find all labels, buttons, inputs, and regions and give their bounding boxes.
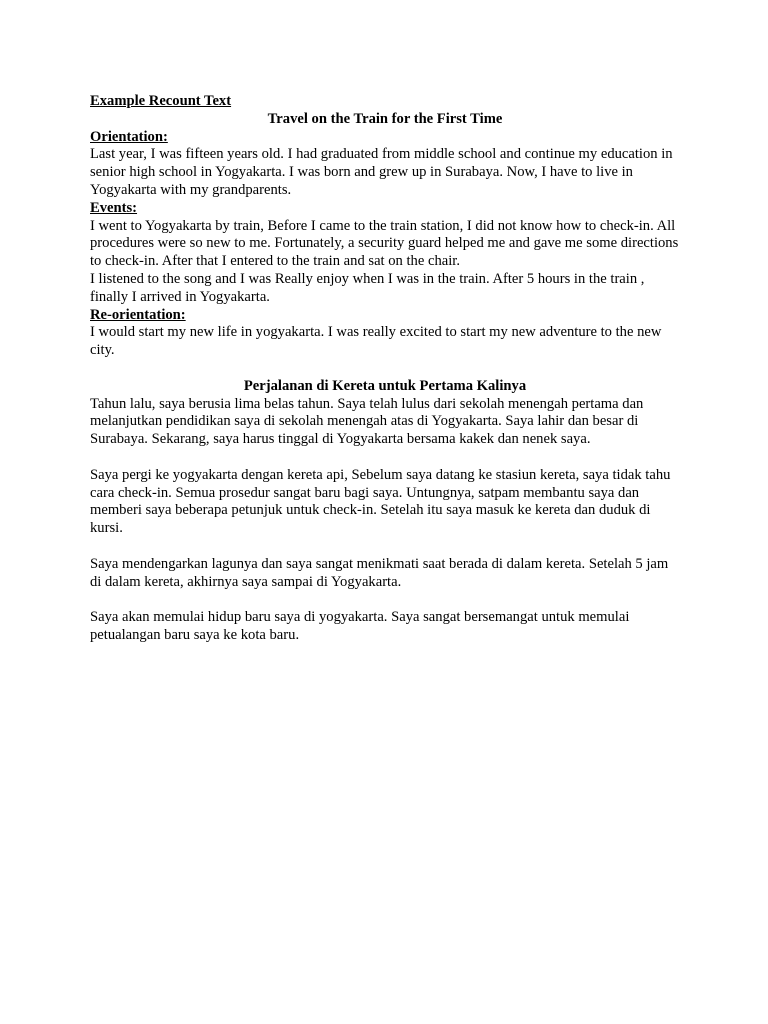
orientation-paragraph: Last year, I was fifteen years old. I had graduated from middle school and continue my education in senior high school in Yogyakarta. I was born and grew up in Surabaya. Now, I have to live in Yogyakarta with my grandparents.: [90, 146, 673, 198]
section-spacer: [90, 360, 680, 378]
reorientation-paragraph: I would start my new life in yogyakarta. I was really excited to start my new adventure to the new city.: [90, 324, 662, 359]
indonesian-paragraph-3: Saya mendengarkan lagunya dan saya sangat menikmati saat berada di dalam kereta. Setelah 5 jam di dalam kereta, akhirnya saya sampai di Yogyakarta.: [90, 555, 669, 590]
indonesian-paragraph-2: Saya pergi ke yogyakarta dengan kereta api, Sebelum saya datang ke stasiun kereta, saya tidak tahu cara check-in. Semua prosedur sangat baru bagi saya. Untungnya, satpam membantu saya dan memberi saya beberapa petunjuk untuk check-in. Setelah itu saya masuk ke kereta dan duduk di kursi.: [90, 466, 671, 537]
indonesian-title: Perjalanan di Kereta untuk Pertama Kalinya: [243, 377, 527, 394]
indonesian-paragraph-4: Saya akan memulai hidup baru saya di yogyakarta. Saya sangat bersemangat untuk memulai petualangan baru saya ke kota baru.: [90, 609, 630, 643]
paragraph-spacer: [90, 538, 680, 556]
paragraph-spacer: [90, 449, 680, 467]
document-body: [90, 93, 680, 645]
events-heading: Events:: [90, 199, 138, 216]
english-title: Travel on the Train for the First Time: [267, 110, 503, 127]
events-paragraph-2: I listened to the song and I was Really enjoy when I was in the train. After 5 hours in the train , finally I arrived in Yogyakarta.: [90, 270, 645, 305]
indonesian-paragraph-1: Tahun lalu, saya berusia lima belas tahun. Saya telah lulus dari sekolah menengah pertama dan melanjutkan pendidikan saya di sekolah menengah atas di Yogyakarta. Saya lahir dan besar di Surabaya. Sekarang, saya harus tinggal di Yogyakarta bersama kakek dan nenek saya.: [90, 395, 644, 448]
orientation-heading: Orientation:: [90, 128, 168, 145]
events-paragraph-1: I went to Yogyakarta by train, Before I came to the train station, I did not know how to check-in. All procedures were so new to me. Fortunately, a security guard helped me and gave me some directions to check-in. After that I entered to the train and sat on the chair.: [90, 217, 679, 270]
reorientation-heading: Re-orientation:: [90, 306, 186, 323]
paragraph-spacer: [90, 591, 680, 609]
document-heading: Example Recount Text: [90, 93, 232, 109]
